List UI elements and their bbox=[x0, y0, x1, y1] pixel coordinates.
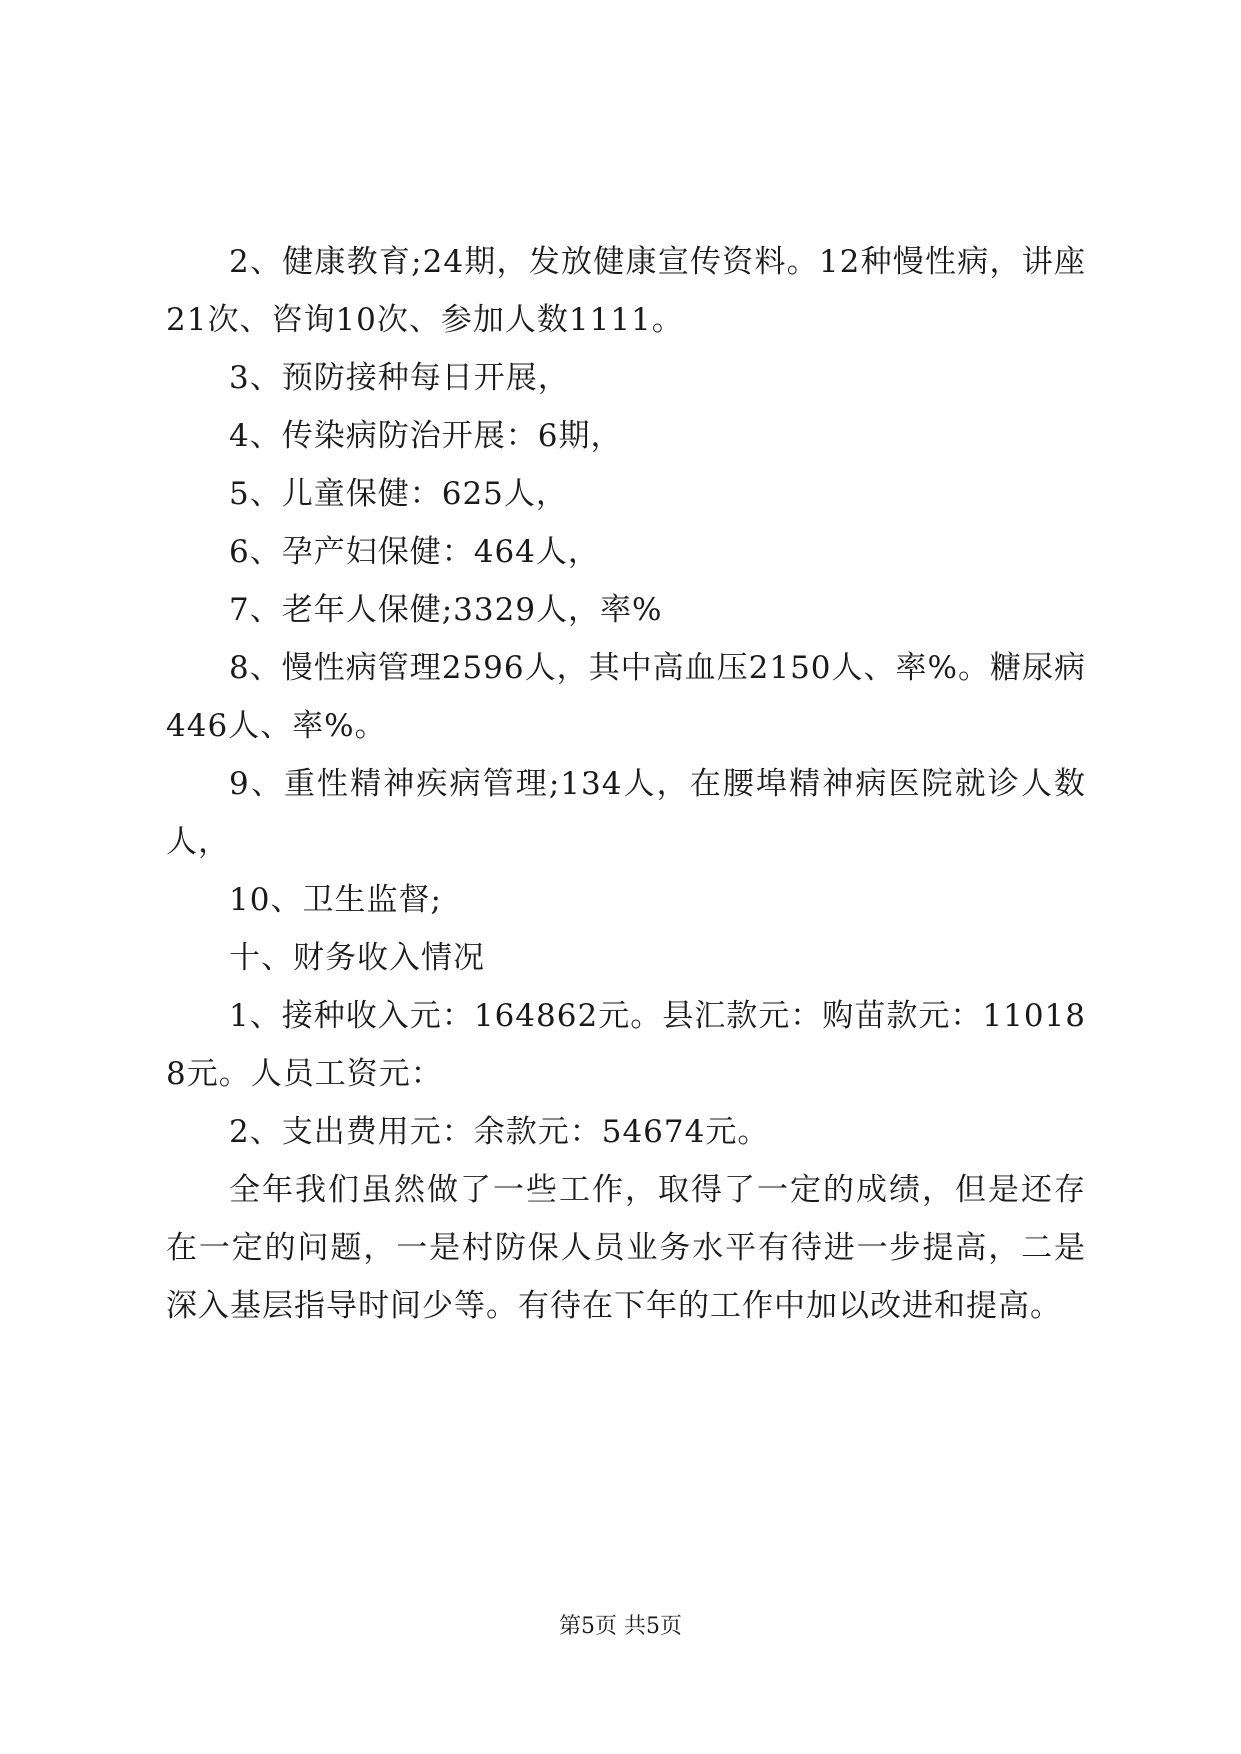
paragraph-vaccination: 3、预防接种每日开展， bbox=[229, 360, 570, 396]
paragraph-maternal-health: 6、孕产妇保健：464人， bbox=[229, 534, 600, 570]
paragraph-vaccination-income: 1、接种收入元：164862元。县汇款元：购苗款元：110188元。人员工资元： bbox=[166, 998, 1086, 1092]
paragraph-health-education: 2、健康教育;24期，发放健康宣传资料。12种慢性病，讲座21次、咨询10次、参加人数1111。 bbox=[166, 244, 1086, 338]
page-number-footer: 第5页 共5页 bbox=[559, 1614, 682, 1639]
document-body bbox=[166, 233, 1086, 1335]
paragraph-elderly-health: 7、老年人保健;3329人，率% bbox=[229, 592, 663, 628]
section-heading-finance: 十、财务收入情况 bbox=[229, 940, 485, 976]
paragraph-summary: 全年我们虽然做了一些工作，取得了一定的成绩，但是还存在一定的问题，一是村防保人员业务水平有待进一步提高，二是深入基层指导时间少等。有待在下年的工作中加以改进和提高。 bbox=[166, 1172, 1086, 1324]
paragraph-infectious-disease: 4、传染病防治开展：6期， bbox=[229, 418, 623, 454]
paragraph-mental-illness: 9、重性精神疾病管理;134人，在腰埠精神病医院就诊人数人， bbox=[166, 766, 1086, 860]
paragraph-health-supervision: 10、卫生监督; bbox=[229, 882, 442, 918]
paragraph-child-health: 5、儿童保健：625人， bbox=[229, 476, 568, 512]
paragraph-expenses: 2、支出费用元：余款元：54674元。 bbox=[229, 1114, 770, 1150]
paragraph-chronic-disease: 8、慢性病管理2596人，其中高血压2150人、率%。糖尿病446人、率%。 bbox=[166, 650, 1086, 744]
